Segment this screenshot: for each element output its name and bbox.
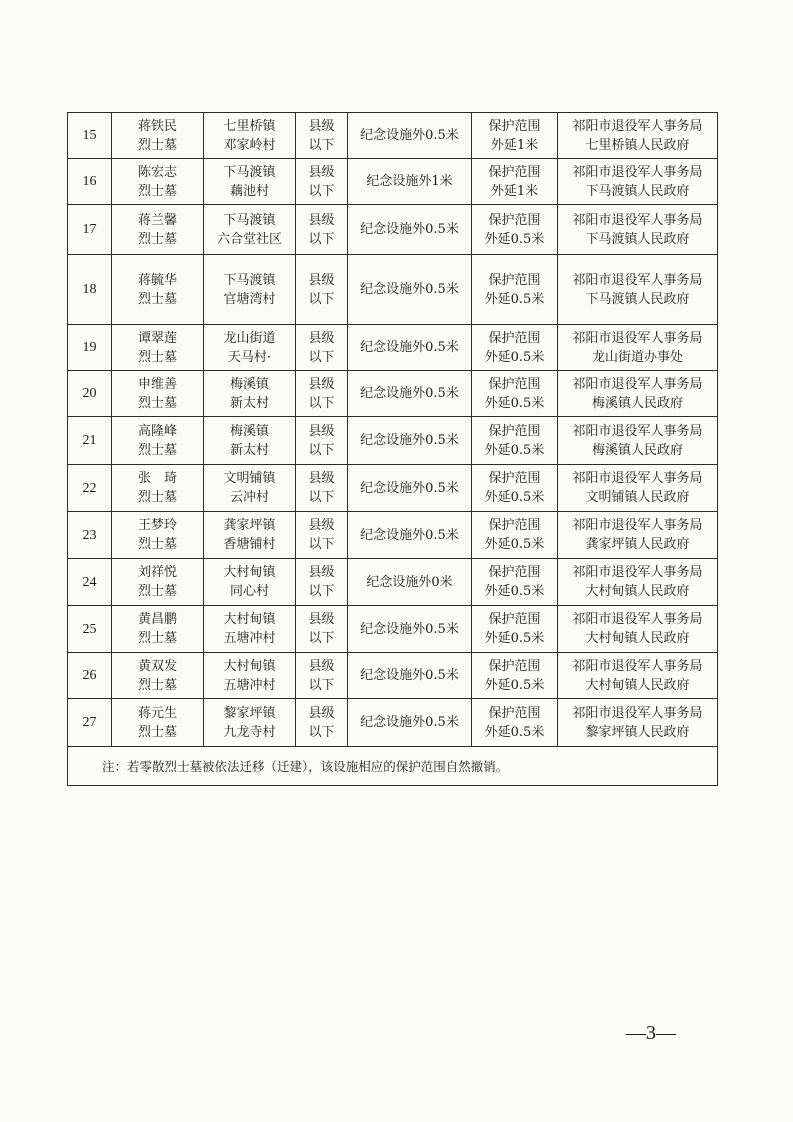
table-row [68, 512, 718, 559]
management-unit-cell [558, 205, 718, 255]
management-unit-line: 文明铺镇人民政府 [585, 490, 690, 505]
tomb-location-cell [204, 559, 296, 606]
management-unit-cell [558, 255, 718, 325]
tomb-location-line: 藕池村 [229, 183, 269, 199]
memorial-range-cell: 纪念设施外0.5米 [348, 205, 472, 255]
protection-level-cell [296, 371, 348, 417]
protection-level-line: 县级 [308, 518, 335, 533]
protection-scope-line: 外延0.5米 [484, 291, 545, 307]
tomb-location-cell [204, 653, 296, 699]
protection-scope-line: 保护范围 [488, 658, 541, 674]
memorial-range-cell: 纪念设施外0米 [348, 559, 472, 606]
protection-scope-line: 保护范围 [488, 612, 541, 627]
row-number-cell: 24 [68, 559, 112, 606]
protection-level-line: 县级 [308, 705, 335, 721]
protection-level-line: 以下 [308, 677, 335, 693]
management-unit-line: 祁阳市退役军人事务局 [572, 705, 703, 721]
management-unit-line: 祁阳市退役军人事务局 [572, 423, 703, 439]
row-number-cell: 27 [68, 699, 112, 747]
protection-level-cell [296, 325, 348, 371]
management-unit-line: 大村甸镇人民政府 [585, 631, 690, 646]
management-unit-line: 大村甸镇人民政府 [585, 584, 690, 599]
tomb-location-cell [204, 465, 296, 512]
management-unit-line: 祁阳市退役军人事务局 [572, 518, 703, 533]
management-unit-line: 祁阳市退役军人事务局 [572, 212, 703, 228]
protection-level-line: 以下 [308, 183, 335, 199]
protection-scope-line: 保护范围 [488, 376, 541, 392]
protection-scope-line: 保护范围 [488, 471, 541, 486]
tomb-location-line: 七里桥镇 [223, 118, 276, 134]
memorial-range-cell: 纪念设施外0.5米 [348, 512, 472, 559]
tomb-name-line: 黄双发 [137, 658, 177, 674]
tomb-location-line: 六合堂社区 [216, 231, 282, 247]
protection-scope-cell [472, 205, 558, 255]
management-unit-line: 祁阳市退役军人事务局 [572, 164, 703, 180]
protection-level-line: 县级 [308, 164, 335, 180]
tomb-name-cell [112, 255, 204, 325]
tomb-location-cell [204, 255, 296, 325]
tomb-name-line: 烈士墓 [137, 584, 177, 599]
memorial-range-cell: 纪念设施外0.5米 [348, 417, 472, 465]
protection-scope-line: 外延0.5米 [484, 584, 545, 599]
tomb-name-line: 蒋铁民 [137, 118, 177, 134]
protection-scope-line: 外延1米 [490, 183, 539, 199]
table-row [68, 653, 718, 699]
tomb-location-cell [204, 512, 296, 559]
protection-scope-cell [472, 559, 558, 606]
protection-scope-cell [472, 465, 558, 512]
protection-level-line: 以下 [308, 349, 335, 365]
tomb-location-cell [204, 606, 296, 653]
cemetery-protection-table [67, 112, 718, 786]
tomb-name-line: 蒋元生 [137, 705, 177, 721]
protection-scope-line: 保护范围 [488, 212, 541, 228]
protection-scope-cell [472, 606, 558, 653]
protection-level-line: 县级 [308, 565, 335, 580]
tomb-location-line: 龙山街道 [223, 330, 276, 346]
tomb-name-line: 王梦玲 [137, 518, 177, 533]
protection-scope-line: 外延0.5米 [484, 349, 545, 365]
protection-scope-line: 外延0.5米 [484, 537, 545, 552]
table-row [68, 205, 718, 255]
management-unit-line: 祁阳市退役军人事务局 [572, 471, 703, 486]
protection-level-line: 以下 [308, 631, 335, 646]
tomb-location-line: 新太村 [229, 395, 269, 411]
protection-scope-line: 保护范围 [488, 705, 541, 721]
memorial-range-cell: 纪念设施外0.5米 [348, 465, 472, 512]
management-unit-line: 龙山街道办事处 [591, 349, 683, 365]
tomb-location-line: 大村甸镇 [223, 658, 276, 674]
management-unit-cell [558, 653, 718, 699]
tomb-location-line: 下马渡镇 [223, 164, 276, 180]
tomb-name-line: 烈士墓 [137, 231, 177, 247]
table-row [68, 465, 718, 512]
protection-scope-line: 保护范围 [488, 118, 541, 134]
table-row [68, 699, 718, 747]
tomb-name-line: 烈士墓 [137, 677, 177, 693]
tomb-location-line: 大村甸镇 [223, 565, 276, 580]
tomb-name-cell [112, 465, 204, 512]
row-number-cell: 19 [68, 325, 112, 371]
table-row [68, 559, 718, 606]
tomb-location-line: 九龙寺村 [223, 724, 276, 740]
tomb-location-cell [204, 159, 296, 205]
protection-scope-line: 保护范围 [488, 164, 541, 180]
tomb-name-cell [112, 559, 204, 606]
protection-scope-line: 外延0.5米 [484, 395, 545, 411]
protection-scope-cell [472, 699, 558, 747]
protection-scope-line: 外延0.5米 [484, 631, 545, 646]
table-row [68, 325, 718, 371]
protection-level-line: 县级 [308, 423, 335, 439]
management-unit-cell [558, 113, 718, 159]
protection-level-line: 县级 [308, 118, 335, 134]
protection-level-line: 以下 [308, 231, 335, 247]
management-unit-line: 祁阳市退役军人事务局 [572, 376, 703, 392]
tomb-location-line: 天马村· [227, 349, 272, 365]
management-unit-line: 龚家坪镇人民政府 [585, 537, 690, 552]
management-unit-line: 祁阳市退役军人事务局 [572, 658, 703, 674]
tomb-location-line: 五塘冲村 [223, 631, 276, 646]
tomb-name-cell [112, 699, 204, 747]
memorial-range-cell: 纪念设施外0.5米 [348, 325, 472, 371]
management-unit-cell [558, 159, 718, 205]
table-row [68, 159, 718, 205]
protection-level-line: 以下 [308, 537, 335, 552]
protection-scope-cell [472, 417, 558, 465]
protection-level-line: 以下 [308, 395, 335, 411]
protection-level-cell [296, 559, 348, 606]
tomb-name-cell [112, 417, 204, 465]
management-unit-cell [558, 559, 718, 606]
protection-scope-line: 外延1米 [490, 137, 539, 153]
protection-level-line: 以下 [308, 442, 335, 458]
tomb-location-line: 云冲村 [229, 490, 269, 505]
protection-level-line: 县级 [308, 376, 335, 392]
management-unit-cell [558, 606, 718, 653]
tomb-name-line: 烈士墓 [137, 183, 177, 199]
table-row [68, 371, 718, 417]
protection-scope-line: 保护范围 [488, 518, 541, 533]
management-unit-line: 黎家坪镇人民政府 [585, 724, 690, 740]
protection-level-line: 县级 [308, 330, 335, 346]
management-unit-cell [558, 417, 718, 465]
tomb-location-line: 龚家坪镇 [223, 518, 276, 533]
tomb-name-cell [112, 512, 204, 559]
tomb-location-line: 梅溪镇 [229, 423, 269, 439]
row-number-cell: 25 [68, 606, 112, 653]
tomb-name-line: 烈士墓 [137, 291, 177, 307]
tomb-location-cell [204, 205, 296, 255]
memorial-range-cell: 纪念设施外1米 [348, 159, 472, 205]
tomb-name-line: 蒋毓华 [137, 272, 177, 288]
row-number-cell: 23 [68, 512, 112, 559]
management-unit-cell [558, 699, 718, 747]
tomb-location-cell [204, 699, 296, 747]
protection-level-line: 以下 [308, 724, 335, 740]
row-number-cell: 17 [68, 205, 112, 255]
tomb-name-cell [112, 606, 204, 653]
protection-scope-line: 保护范围 [488, 272, 541, 288]
tomb-name-cell [112, 371, 204, 417]
tomb-location-line: 黎家坪镇 [223, 705, 276, 721]
protection-scope-cell [472, 159, 558, 205]
row-number-cell: 21 [68, 417, 112, 465]
protection-level-cell [296, 699, 348, 747]
management-unit-line: 下马渡镇人民政府 [585, 183, 690, 199]
protection-scope-line: 外延0.5米 [484, 442, 545, 458]
tomb-name-line: 刘祥悦 [137, 565, 177, 580]
table-note: 注：若零散烈士墓被依法迁移（迁建），该设施相应的保护范围自然撤销。 [68, 747, 718, 786]
table-row [68, 113, 718, 159]
protection-level-line: 以下 [308, 490, 335, 505]
tomb-location-cell [204, 325, 296, 371]
memorial-range-cell: 纪念设施外0.5米 [348, 371, 472, 417]
tomb-location-line: 五塘冲村 [223, 677, 276, 693]
tomb-name-line: 烈士墓 [137, 137, 177, 153]
management-unit-cell [558, 325, 718, 371]
tomb-name-line: 烈士墓 [137, 442, 177, 458]
row-number-cell: 16 [68, 159, 112, 205]
tomb-name-cell [112, 159, 204, 205]
protection-level-line: 以下 [308, 137, 335, 153]
tomb-location-line: 梅溪镇 [229, 376, 269, 392]
tomb-name-line: 高隆峰 [137, 423, 177, 439]
tomb-name-line: 烈士墓 [137, 395, 177, 411]
tomb-name-line: 陈宏志 [137, 164, 177, 180]
table-row [68, 255, 718, 325]
page-number: —3— [626, 1022, 676, 1044]
memorial-range-cell: 纪念设施外0.5米 [348, 113, 472, 159]
row-number-cell: 18 [68, 255, 112, 325]
management-unit-cell [558, 465, 718, 512]
protection-level-line: 以下 [308, 291, 335, 307]
tomb-name-line: 黄昌鹏 [137, 612, 177, 627]
protection-level-cell [296, 465, 348, 512]
protection-level-cell [296, 205, 348, 255]
tomb-name-line: 烈士墓 [137, 349, 177, 365]
management-unit-line: 下马渡镇人民政府 [585, 291, 690, 307]
protection-level-line: 县级 [308, 471, 335, 486]
tomb-location-line: 下马渡镇 [223, 272, 276, 288]
management-unit-line: 梅溪镇人民政府 [591, 442, 683, 458]
management-unit-line: 祁阳市退役军人事务局 [572, 330, 703, 346]
protection-scope-line: 外延0.5米 [484, 724, 545, 740]
tomb-name-cell [112, 113, 204, 159]
protection-scope-line: 外延0.5米 [484, 231, 545, 247]
protection-scope-line: 保护范围 [488, 565, 541, 580]
protection-level-line: 县级 [308, 272, 335, 288]
tomb-name-cell [112, 205, 204, 255]
note-row [68, 747, 718, 786]
protection-level-line: 县级 [308, 612, 335, 627]
management-unit-line: 下马渡镇人民政府 [585, 231, 690, 247]
tomb-name-line: 申维善 [137, 376, 177, 392]
protection-scope-line: 保护范围 [488, 330, 541, 346]
protection-level-cell [296, 512, 348, 559]
management-unit-line: 七里桥镇人民政府 [585, 137, 690, 153]
management-unit-line: 祁阳市退役军人事务局 [572, 118, 703, 134]
management-unit-line: 祁阳市退役军人事务局 [572, 565, 703, 580]
protection-scope-cell [472, 113, 558, 159]
protection-level-line: 以下 [308, 584, 335, 599]
memorial-range-cell: 纪念设施外0.5米 [348, 653, 472, 699]
protection-scope-line: 保护范围 [488, 423, 541, 439]
tomb-location-cell [204, 371, 296, 417]
protection-level-line: 县级 [308, 658, 335, 674]
row-number-cell: 26 [68, 653, 112, 699]
memorial-range-cell: 纪念设施外0.5米 [348, 255, 472, 325]
management-unit-line: 祁阳市退役军人事务局 [572, 612, 703, 627]
tomb-name-cell [112, 325, 204, 371]
tomb-name-line: 烈士墓 [137, 490, 177, 505]
row-number-cell: 22 [68, 465, 112, 512]
protection-scope-line: 外延0.5米 [484, 490, 545, 505]
protection-level-cell [296, 606, 348, 653]
tomb-location-line: 新太村 [229, 442, 269, 458]
tomb-name-cell [112, 653, 204, 699]
tomb-name-line: 烈士墓 [137, 724, 177, 740]
management-unit-cell [558, 512, 718, 559]
tomb-location-line: 同心村 [229, 584, 269, 599]
tomb-name-line: 谭翠莲 [137, 330, 177, 346]
protection-level-cell [296, 159, 348, 205]
tomb-name-line: 张 琦 [137, 471, 177, 486]
protection-scope-cell [472, 653, 558, 699]
tomb-location-line: 文明铺镇 [223, 471, 276, 486]
tomb-name-line: 烈士墓 [137, 537, 177, 552]
management-unit-line: 梅溪镇人民政府 [591, 395, 683, 411]
protection-scope-cell [472, 512, 558, 559]
tomb-name-line: 蒋兰馨 [137, 212, 177, 228]
tomb-location-line: 官塘湾村 [223, 291, 276, 307]
tomb-location-cell [204, 417, 296, 465]
protection-scope-cell [472, 371, 558, 417]
tomb-location-line: 香塘铺村 [223, 537, 276, 552]
protection-scope-cell [472, 325, 558, 371]
protection-level-cell [296, 113, 348, 159]
management-unit-line: 大村甸镇人民政府 [585, 677, 690, 693]
table-row [68, 417, 718, 465]
tomb-location-line: 大村甸镇 [223, 612, 276, 627]
memorial-range-cell: 纪念设施外0.5米 [348, 606, 472, 653]
protection-level-cell [296, 417, 348, 465]
tomb-location-line: 下马渡镇 [223, 212, 276, 228]
protection-level-cell [296, 255, 348, 325]
protection-scope-cell [472, 255, 558, 325]
memorial-range-cell: 纪念设施外0.5米 [348, 699, 472, 747]
tomb-name-line: 烈士墓 [137, 631, 177, 646]
protection-level-line: 县级 [308, 212, 335, 228]
tomb-location-cell [204, 113, 296, 159]
tomb-location-line: 邓家岭村 [223, 137, 276, 153]
management-unit-cell [558, 371, 718, 417]
row-number-cell: 15 [68, 113, 112, 159]
table-row [68, 606, 718, 653]
row-number-cell: 20 [68, 371, 112, 417]
protection-scope-line: 外延0.5米 [484, 677, 545, 693]
protection-level-cell [296, 653, 348, 699]
management-unit-line: 祁阳市退役军人事务局 [572, 272, 703, 288]
